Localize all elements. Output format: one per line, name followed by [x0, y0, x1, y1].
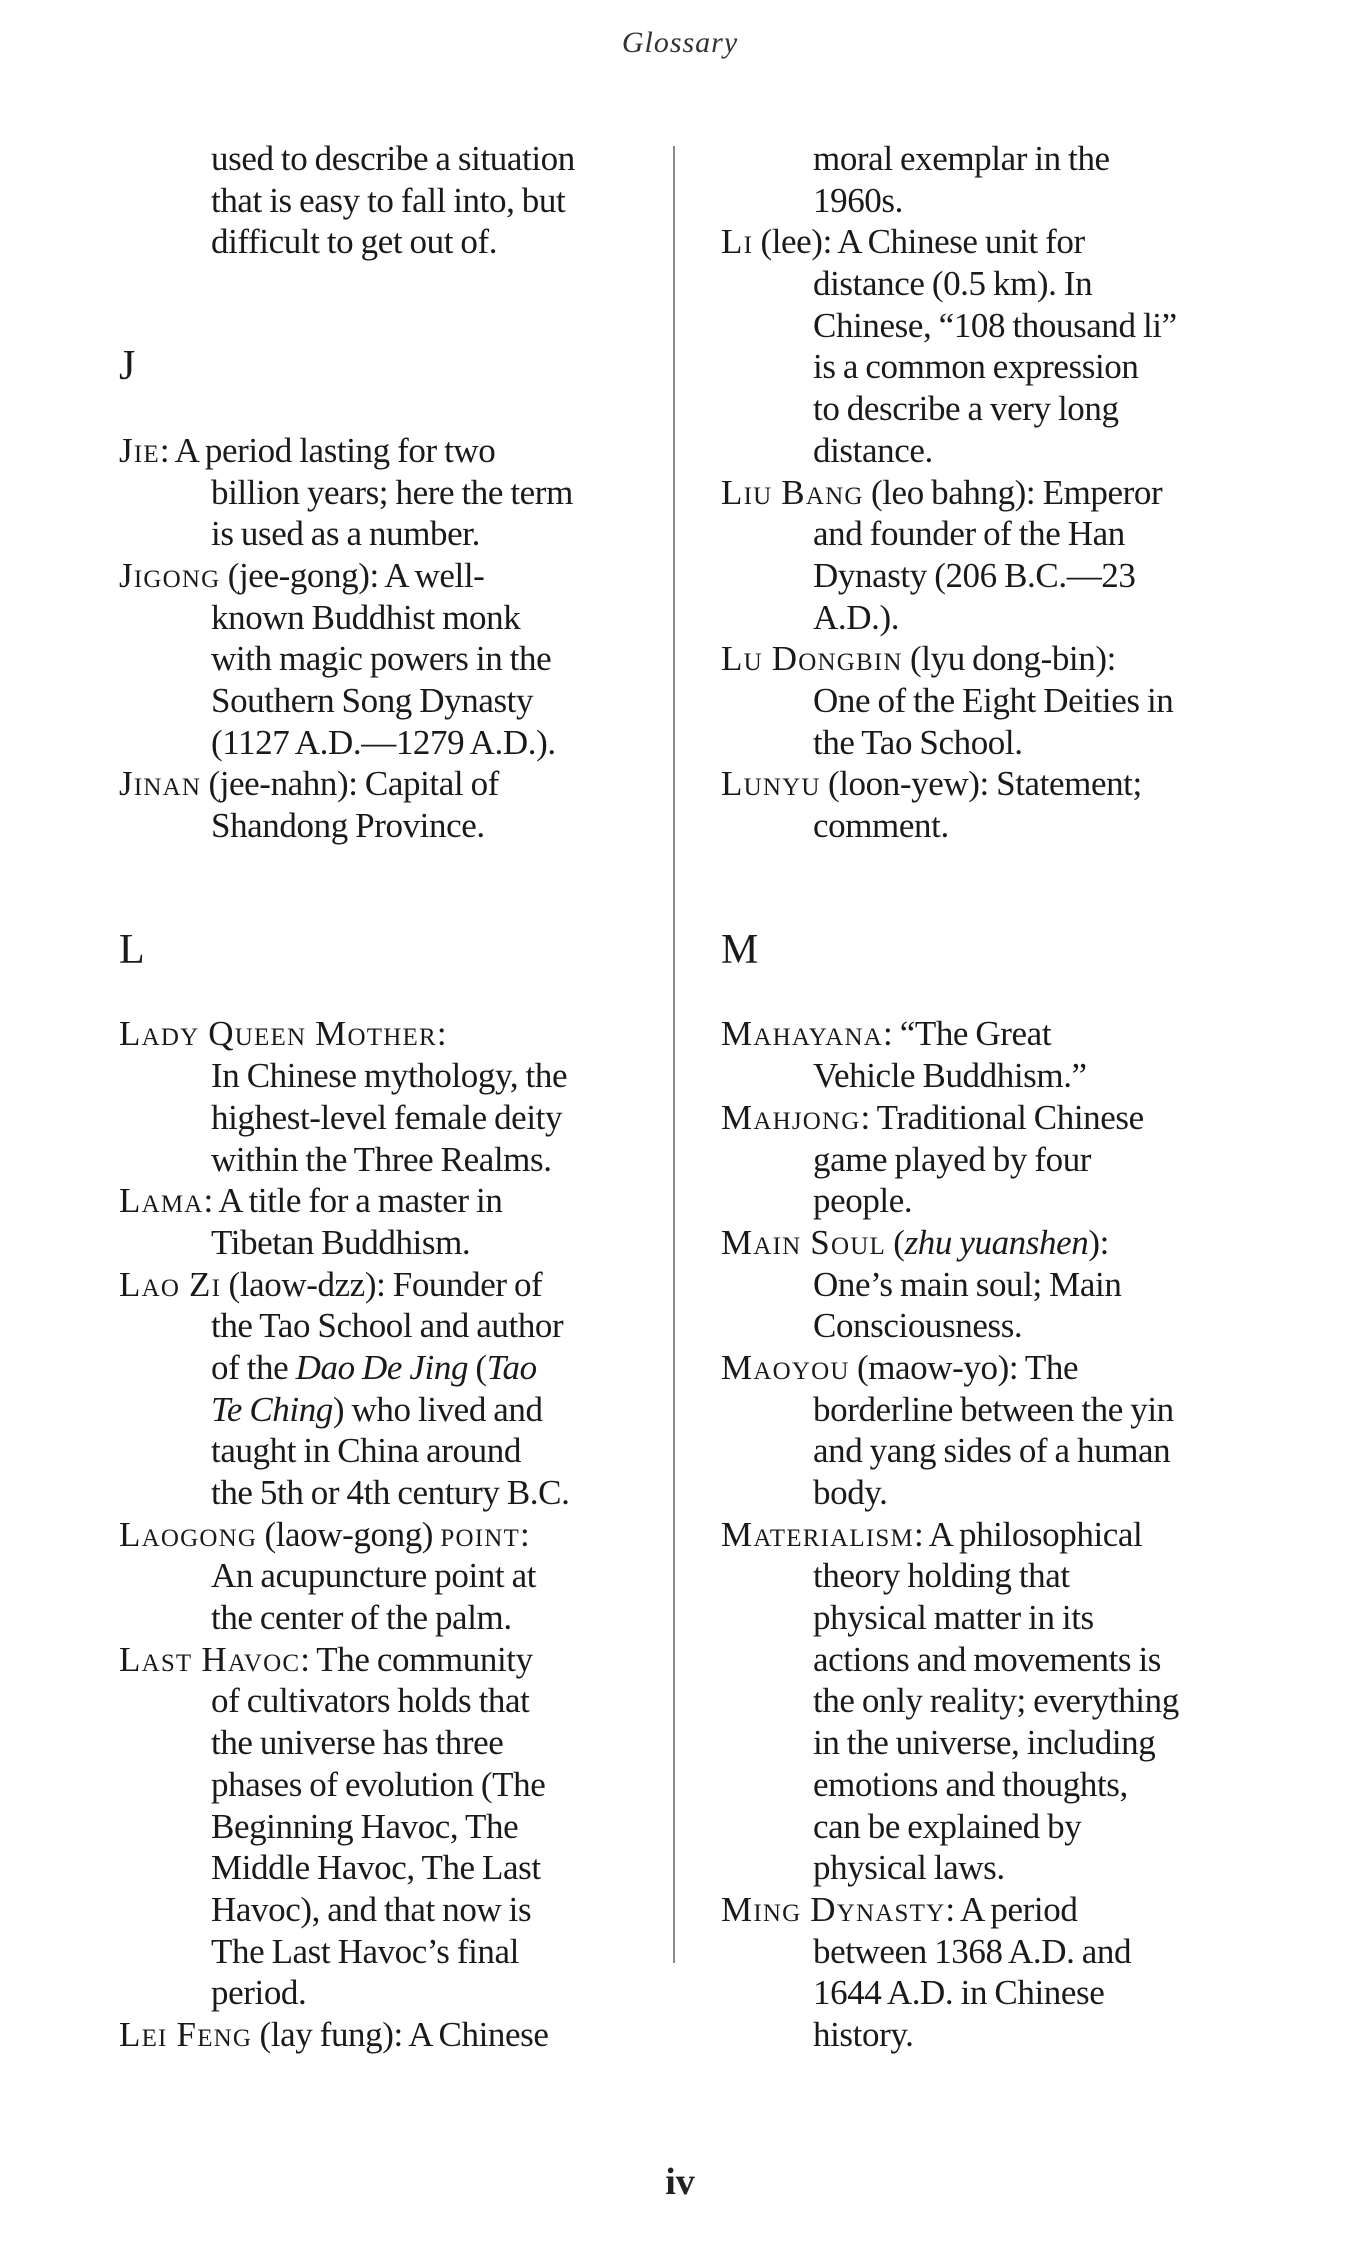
entry-continuation-line — [119, 1889, 664, 1931]
entry-continuation-line — [119, 1097, 664, 1139]
entry-first-line — [721, 221, 1281, 263]
definition-text: the center of the palm. — [211, 1598, 512, 1638]
definition-text: taught in China around — [211, 1431, 521, 1471]
entry-continuation-line — [721, 263, 1281, 305]
entry-continuation-line — [119, 597, 664, 639]
entry-continuation-line — [721, 1305, 1281, 1347]
definition-text: : A period — [945, 1889, 1078, 1929]
definition-text: within the Three Realms. — [211, 1139, 552, 1179]
entry-continuation-line — [721, 680, 1281, 722]
entry-first-line — [721, 763, 1281, 805]
entry-continuation-line — [721, 180, 1281, 222]
entry-continuation-line — [119, 638, 664, 680]
glossary-term: Jinan — [119, 764, 202, 804]
entry-continuation-line — [721, 1722, 1281, 1764]
entry-continuation-line — [721, 1180, 1281, 1222]
definition-text: the Tao School. — [813, 722, 1023, 762]
glossary-term: Mahayana — [721, 1014, 884, 1054]
definition-text: borderline between the yin — [813, 1389, 1174, 1429]
definition-text: known Buddhist monk — [211, 597, 521, 637]
definition-text: (lyu dong-bin): — [902, 639, 1116, 679]
definition-text: One of the Eight Deities in — [813, 680, 1174, 720]
definition-text: difficult to get out of. — [211, 222, 498, 262]
entry-continuation-line — [119, 1972, 664, 2014]
entry-first-line — [119, 430, 664, 472]
blank-line — [119, 263, 664, 305]
glossary-term: Jigong — [119, 555, 221, 595]
glossary-term: Mahjong — [721, 1097, 861, 1137]
definition-text: to describe a very long — [813, 389, 1119, 429]
entry-continuation-line — [119, 1347, 664, 1389]
definition-text: : A philosophical — [913, 1514, 1143, 1554]
definition-text: history. — [813, 2014, 914, 2054]
entry-continuation-line — [721, 513, 1281, 555]
page-number: iv — [665, 2161, 695, 2203]
glossary-term: Lama — [119, 1181, 204, 1221]
entry-continuation-line — [721, 2014, 1281, 2056]
section-letter-heading: L — [119, 927, 145, 974]
definition-text: the Tao School and author — [211, 1306, 564, 1346]
entry-first-line — [721, 1514, 1281, 1556]
definition-text: used to describe a situation — [211, 139, 575, 178]
entry-continuation-line — [721, 1597, 1281, 1639]
blank-line — [119, 305, 664, 347]
entry-continuation-line — [119, 1931, 664, 1973]
definition-text: with magic powers in the — [211, 639, 552, 679]
glossary-column-left — [119, 138, 664, 2056]
definition-text: and founder of the Han — [813, 514, 1125, 554]
entry-continuation-line — [721, 1555, 1281, 1597]
definition-text: An acupuncture point at — [211, 1556, 537, 1596]
entry-continuation-line — [119, 1139, 664, 1181]
entry-first-line — [119, 1264, 664, 1306]
entry-first-line — [721, 472, 1281, 514]
entry-continuation-line — [119, 1680, 664, 1722]
definition-text: the 5th or 4th century B.C. — [211, 1473, 570, 1512]
glossary-term: Liu Bang — [721, 472, 864, 512]
glossary-column-right — [721, 138, 1281, 2056]
definition-text: (maow-yo): The — [849, 1347, 1079, 1387]
definition-text: between 1368 A.D. and — [813, 1931, 1132, 1971]
definition-text: body. — [813, 1473, 888, 1512]
entry-continuation-line — [721, 722, 1281, 764]
entry-continuation-line — [119, 1722, 664, 1764]
entry-continuation-line — [721, 1430, 1281, 1472]
blank-line — [721, 972, 1281, 1014]
definition-text: in the universe, including — [813, 1723, 1156, 1763]
blank-line — [119, 847, 664, 889]
definition-text: Dynasty (206 B.C.—23 — [813, 555, 1136, 595]
definition-text: 1960s. — [813, 180, 903, 220]
definition-text: (1127 A.D.—1279 A.D.). — [211, 722, 556, 762]
definition-text: ( — [468, 1347, 487, 1387]
definition-text: (lee): A Chinese unit for — [753, 222, 1085, 262]
entry-continuation-line — [119, 138, 664, 180]
glossary-term: Main Soul — [721, 1222, 886, 1262]
entry-continuation-line — [721, 597, 1281, 639]
glossary-term: Lunyu — [721, 764, 821, 804]
entry-continuation-line — [721, 1139, 1281, 1181]
definition-text: the universe has three — [211, 1723, 504, 1763]
definition-text: distance. — [813, 430, 933, 470]
italic-text: Tao — [486, 1347, 537, 1387]
entry-continuation-line — [721, 305, 1281, 347]
definition-text: game played by four — [813, 1139, 1092, 1179]
definition-text: (lay fung): A Chinese — [252, 2014, 549, 2054]
entry-first-line — [721, 1347, 1281, 1389]
definition-text: is used as a number. — [211, 514, 480, 554]
definition-text: (jee-nahn): Capital of — [201, 764, 499, 804]
entry-continuation-line — [119, 1222, 664, 1264]
glossary-term: point — [440, 1514, 521, 1554]
definition-text: Southern Song Dynasty — [211, 680, 534, 720]
definition-text: the only reality; everything — [813, 1681, 1179, 1721]
definition-text: physical matter in its — [813, 1598, 1094, 1638]
definition-text: Tibetan Buddhism. — [211, 1222, 471, 1262]
entry-continuation-line — [119, 1806, 664, 1848]
definition-text: ) who lived and — [332, 1389, 543, 1429]
definition-text: A.D.). — [813, 597, 900, 637]
entry-continuation-line — [721, 1264, 1281, 1306]
definition-text: Beginning Havoc, The — [211, 1806, 519, 1846]
blank-line — [119, 888, 664, 930]
entry-continuation-line — [721, 138, 1281, 180]
definition-text: theory holding that — [813, 1556, 1070, 1596]
running-header-title: Glossary — [621, 26, 739, 59]
entry-continuation-line — [721, 1806, 1281, 1848]
definition-text: (leo bahng): Emperor — [863, 472, 1163, 512]
glossary-term: Lao Zi — [119, 1264, 222, 1304]
entry-continuation-line — [119, 1389, 664, 1431]
italic-text: Dao De Jing — [295, 1347, 469, 1387]
definition-text: Middle Havoc, The Last — [211, 1848, 541, 1888]
definition-text: is a common expression — [813, 347, 1139, 387]
glossary-term: Ming Dynasty — [721, 1889, 946, 1929]
definition-text: and yang sides of a human — [813, 1431, 1171, 1471]
entry-first-line — [119, 1514, 664, 1556]
definition-text: Havoc), and that now is — [211, 1889, 532, 1929]
glossary-term: Last Havoc — [119, 1639, 301, 1679]
entry-first-line — [721, 638, 1281, 680]
entry-continuation-line — [119, 1305, 664, 1347]
definition-text: highest-level female deity — [211, 1097, 563, 1137]
entry-continuation-line — [721, 1764, 1281, 1806]
entry-continuation-line — [119, 1847, 664, 1889]
definition-text: 1644 A.D. in Chinese — [813, 1973, 1105, 2013]
entry-first-line — [721, 1889, 1281, 1931]
definition-text: One’s main soul; Main — [813, 1264, 1122, 1304]
section-letter-heading: J — [119, 343, 135, 390]
entry-continuation-line — [721, 555, 1281, 597]
entry-continuation-line — [119, 1764, 664, 1806]
section-letter-heading: M — [721, 927, 758, 974]
definition-text: moral exemplar in the — [813, 139, 1110, 178]
definition-text: physical laws. — [813, 1848, 1005, 1888]
entry-continuation-line — [721, 1639, 1281, 1681]
definition-text: people. — [813, 1181, 913, 1221]
definition-text: Shandong Province. — [211, 806, 485, 845]
definition-text: : A title for a master in — [203, 1181, 503, 1221]
definition-text: (loon-yew): Statement; — [820, 764, 1142, 804]
definition-text: of cultivators holds that — [211, 1681, 530, 1721]
blank-line — [119, 972, 664, 1014]
definition-text: ): — [1088, 1222, 1109, 1262]
definition-text: distance (0.5 km). In — [813, 264, 1093, 304]
definition-text: actions and movements is — [813, 1639, 1162, 1679]
entry-continuation-line — [119, 805, 664, 847]
blank-line — [119, 388, 664, 430]
definition-text: (laow-gong) — [257, 1514, 441, 1554]
definition-text: (jee-gong): A well- — [220, 555, 485, 595]
glossary-term: Li — [721, 222, 754, 262]
entry-continuation-line — [119, 722, 664, 764]
entry-continuation-line — [119, 472, 664, 514]
blank-line — [721, 847, 1281, 889]
definition-text: (laow-dzz): Founder of — [221, 1264, 543, 1304]
definition-text: In Chinese mythology, the — [211, 1056, 568, 1096]
definition-text: period. — [211, 1973, 307, 2013]
definition-text: The Last Havoc’s final — [211, 1931, 519, 1971]
entry-first-line — [119, 555, 664, 597]
entry-first-line — [721, 1097, 1281, 1139]
definition-text: : — [520, 1514, 530, 1554]
entry-continuation-line — [721, 1472, 1281, 1514]
definition-text: : Traditional Chinese — [860, 1097, 1144, 1137]
definition-text: : A period lasting for two — [159, 430, 496, 470]
entry-first-line — [119, 2014, 664, 2056]
definition-text: : “The Great — [883, 1014, 1052, 1054]
definition-text: emotions and thoughts, — [813, 1764, 1128, 1804]
definition-text: Consciousness. — [813, 1306, 1023, 1346]
definition-text: : The community — [300, 1639, 533, 1679]
entry-continuation-line — [119, 680, 664, 722]
entry-continuation-line — [721, 388, 1281, 430]
entry-continuation-line — [721, 1972, 1281, 2014]
entry-continuation-line — [119, 221, 664, 263]
entry-first-line — [721, 1013, 1281, 1055]
definition-text: ( — [885, 1222, 905, 1262]
definition-text: can be explained by — [813, 1806, 1082, 1846]
entry-first-line — [119, 1180, 664, 1222]
entry-continuation-line — [721, 1680, 1281, 1722]
glossary-term: Lady Queen Mother — [119, 1014, 437, 1054]
italic-text: zhu yuanshen — [904, 1222, 1089, 1262]
glossary-term: Lei Feng — [119, 2014, 253, 2054]
entry-continuation-line — [119, 180, 664, 222]
entry-first-line — [119, 763, 664, 805]
definition-text: that is easy to fall into, but — [211, 180, 566, 220]
definition-text: billion years; here the term — [211, 472, 573, 512]
entry-continuation-line — [721, 1055, 1281, 1097]
glossary-term: Jie — [119, 430, 160, 470]
entry-continuation-line — [721, 430, 1281, 472]
glossary-term: Lu Dongbin — [721, 639, 903, 679]
definition-text: : — [436, 1014, 447, 1054]
entry-continuation-line — [119, 1555, 664, 1597]
entry-continuation-line — [119, 1055, 664, 1097]
entry-first-line — [721, 1222, 1281, 1264]
entry-continuation-line — [119, 1472, 664, 1514]
glossary-term: Materialism — [721, 1514, 914, 1554]
entry-continuation-line — [119, 1430, 664, 1472]
entry-continuation-line — [721, 1847, 1281, 1889]
entry-continuation-line — [721, 1389, 1281, 1431]
glossary-term: Laogong — [119, 1514, 258, 1554]
blank-line — [721, 888, 1281, 930]
entry-continuation-line — [721, 805, 1281, 847]
entry-continuation-line — [721, 346, 1281, 388]
italic-text: Te Ching — [211, 1389, 333, 1429]
entry-continuation-line — [119, 513, 664, 555]
definition-text: Vehicle Buddhism.” — [813, 1056, 1087, 1096]
entry-first-line — [119, 1639, 664, 1681]
glossary-term: Maoyou — [721, 1347, 850, 1387]
definition-text: phases of evolution (The — [211, 1764, 546, 1804]
column-divider — [673, 146, 675, 1963]
entry-continuation-line — [721, 1931, 1281, 1973]
definition-text: comment. — [813, 806, 949, 845]
entry-continuation-line — [119, 1597, 664, 1639]
definition-text: Chinese, “108 thousand li” — [813, 305, 1177, 345]
definition-text: of the — [211, 1347, 296, 1387]
entry-first-line — [119, 1013, 664, 1055]
